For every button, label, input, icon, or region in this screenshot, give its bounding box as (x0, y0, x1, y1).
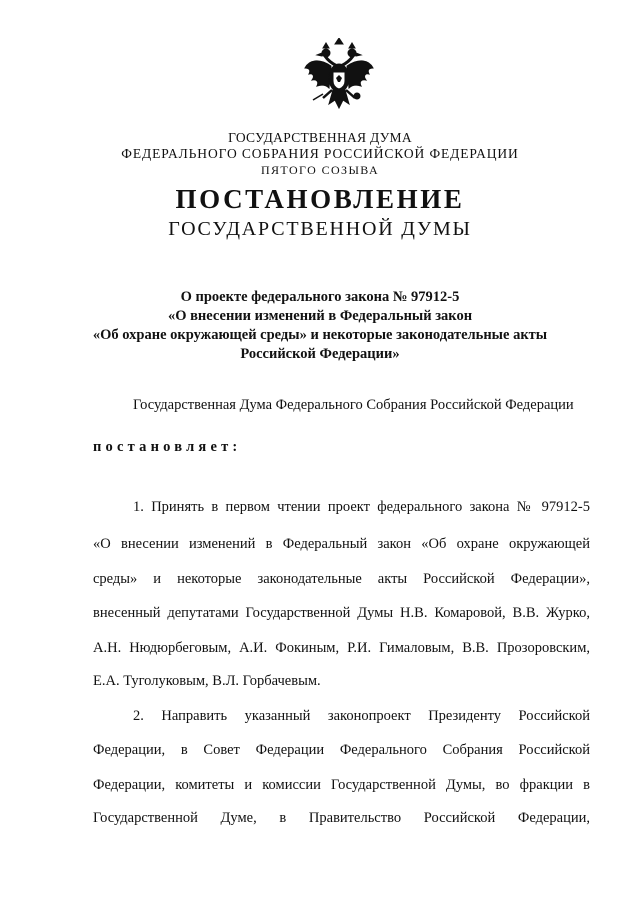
paragraph-2-line: 2. Направить указанный законопроект Президенту Российской (133, 708, 590, 724)
document-issuer: ГОСУДАРСТВЕННОЙ ДУМЫ (168, 218, 472, 240)
subject-line: «Об охране окружающей среды» и некоторые законодательные акты (92, 327, 548, 343)
header-line-convocation: ПЯТОГО СОЗЫВА (260, 163, 380, 177)
paragraph-2-line: Государственной Думе, в Правительство Российской Федерации, (93, 810, 590, 826)
paragraph-1-line: среды» и некоторые законодательные акты Российской Федерации», (93, 571, 590, 587)
paragraph-1-last-line: Е.А. Туголуковым, В.Л. Горбачевым. (93, 673, 321, 689)
document-type-title: ПОСТАНОВЛЕНИЕ (175, 184, 465, 214)
subject-line: О проекте федерального закона № 97912-5 (180, 289, 460, 305)
paragraph-1-line: А.Н. Нюдюрбеговым, А.И. Фокиным, Р.И. Гималовым, В.В. Прозоровским, (93, 640, 590, 656)
resolves-word: постановляет: (93, 439, 242, 455)
header-line-federal-assembly: ФЕДЕРАЛЬНОГО СОБРАНИЯ РОССИЙСКОЙ ФЕДЕРАЦИИ (121, 146, 519, 161)
subject-line: «О внесении изменений в Федеральный закон (167, 308, 473, 324)
preamble-text: Государственная Дума Федерального Собрания Российской Федерации (133, 397, 574, 413)
paragraph-1-line: внесенный депутатами Государственной Думы Н.В. Комаровой, В.В. Журко, (93, 605, 590, 621)
paragraph-2-line: Федерации, комитеты и комиссии Государственной Думы, во фракции в (93, 777, 590, 793)
paragraph-1-line: 1. Принять в первом чтении проект федерального закона № 97912-5 (133, 499, 590, 515)
paragraph-1-line: «О внесении изменений в Федеральный закон «Об охране окружающей (93, 536, 590, 552)
subject-line: Российской Федерации» (240, 346, 400, 362)
header-line-duma: ГОСУДАРСТВЕННАЯ ДУМА (228, 130, 412, 145)
double-headed-eagle-emblem-icon (301, 38, 377, 122)
paragraph-2-line: Федерации, в Совет Федерации Федерального Собрания Российской (93, 742, 590, 758)
